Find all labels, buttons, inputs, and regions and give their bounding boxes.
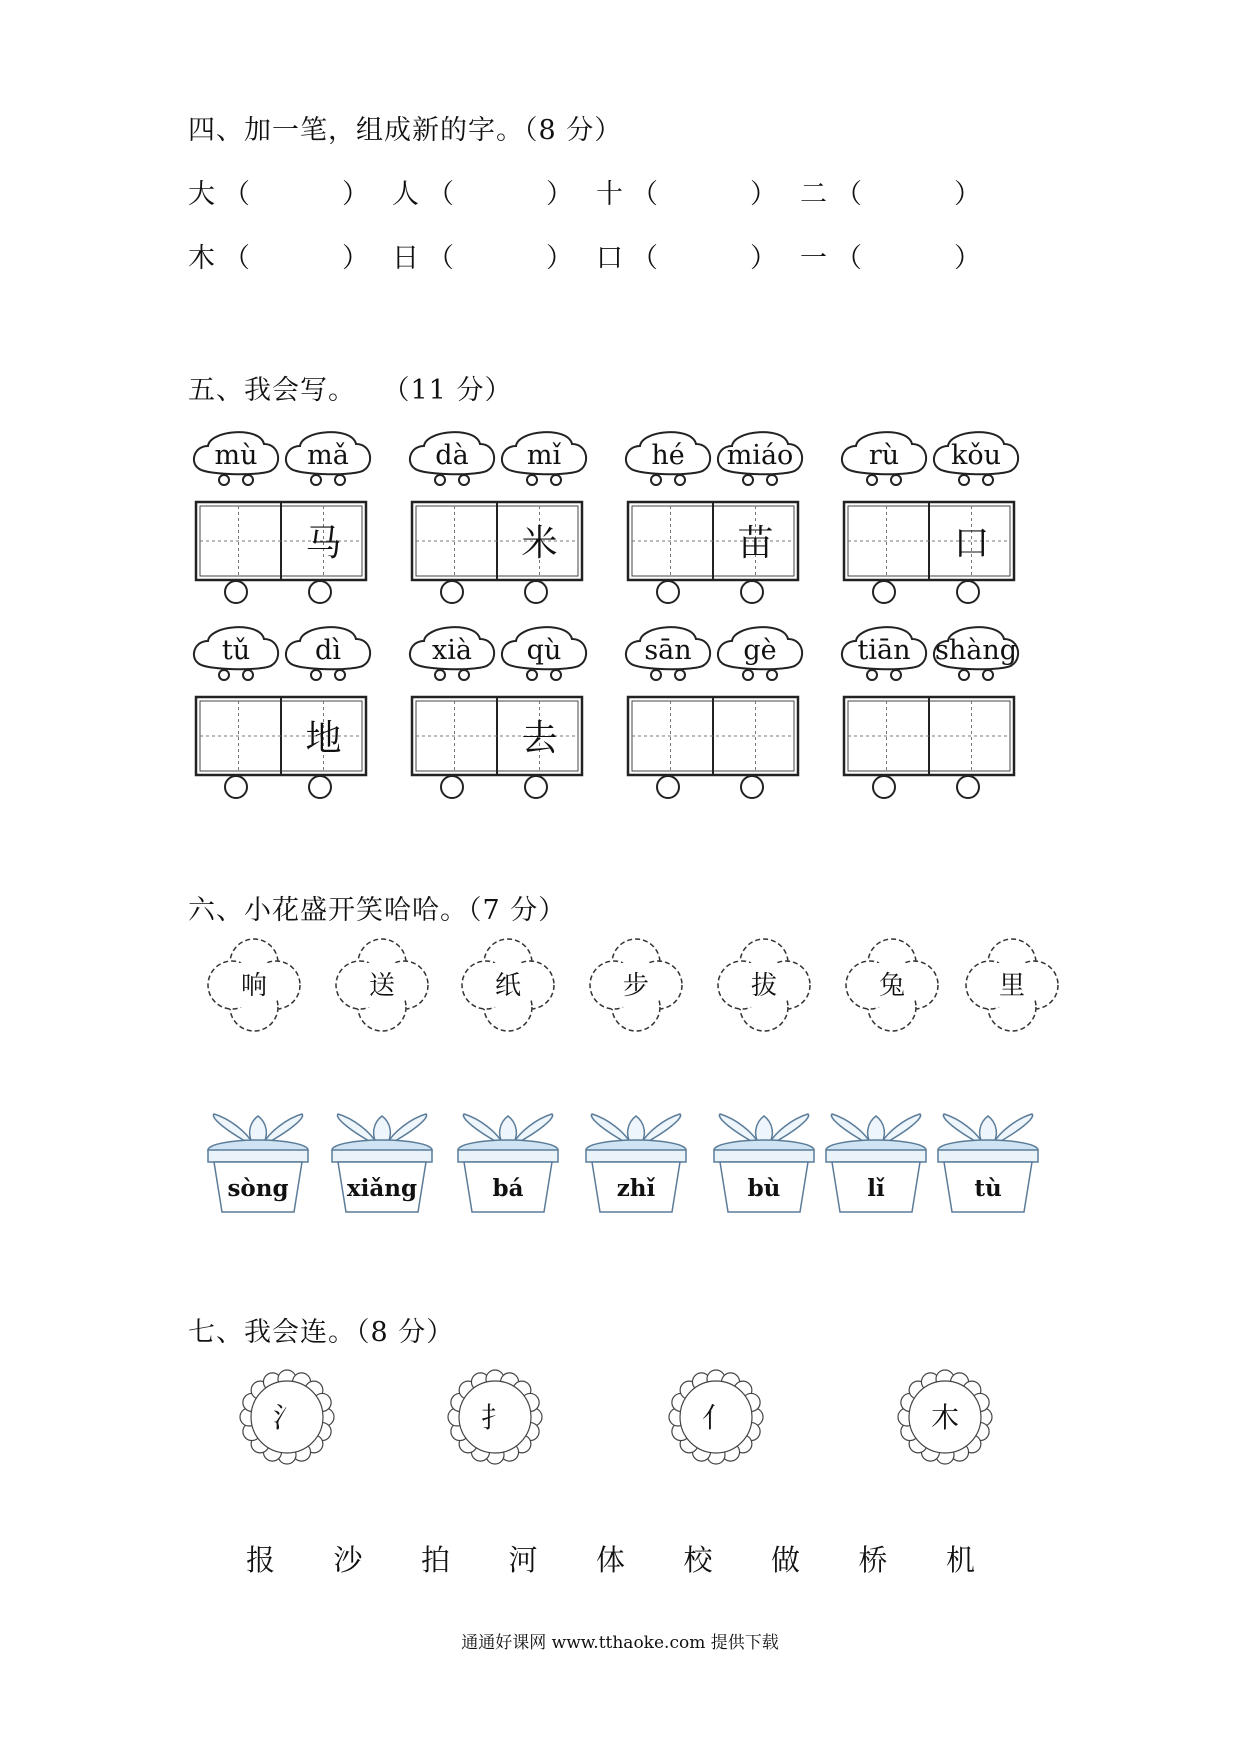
base-char: 口	[596, 243, 623, 274]
train-wheel-icon	[873, 581, 895, 603]
match-character[interactable]: 报	[246, 1543, 276, 1577]
answer-close-paren: ）	[546, 243, 573, 274]
flower-character: 里	[998, 971, 1026, 1001]
flower-icon	[453, 935, 563, 1035]
given-character: 米	[521, 523, 558, 564]
answer-close-paren: ）	[954, 179, 981, 210]
answer-close-paren: ）	[342, 179, 369, 210]
pot-pinyin: bù	[747, 1175, 781, 1202]
cloud-icon	[502, 627, 586, 680]
answer-close-paren: ）	[750, 243, 777, 274]
add-stroke-item	[188, 172, 369, 211]
flower-character: 响	[240, 971, 268, 1001]
cloud-icon	[626, 627, 710, 680]
flower-character: 送	[368, 971, 396, 1001]
given-character: 去	[521, 718, 558, 759]
flower-character: 步	[622, 971, 650, 1001]
section5-title: 五、我会写。	[188, 375, 356, 406]
cloud-wheel-icon	[459, 475, 469, 485]
train-wheel-icon	[657, 581, 679, 603]
given-character: 苗	[737, 523, 774, 564]
train-wheel-icon	[957, 581, 979, 603]
train-wheel-icon	[441, 776, 463, 798]
add-stroke-item	[596, 236, 777, 275]
cloud-icon	[194, 627, 278, 680]
pinyin-label: rù	[868, 440, 900, 471]
section4-heading: 四、加一笔，组成新的字。（8 分）	[188, 115, 623, 146]
given-character: 地	[305, 718, 342, 759]
flower-pot-icon[interactable]	[709, 1112, 819, 1216]
pinyin-label: shàng	[934, 635, 1018, 666]
cloud-icon	[934, 432, 1018, 485]
cloud-wheel-icon	[311, 475, 321, 485]
pinyin-label: qù	[526, 635, 562, 666]
cloud-wheel-icon	[243, 670, 253, 680]
answer-open-paren: （	[835, 243, 862, 274]
section5-heading	[188, 368, 512, 407]
add-stroke-item	[392, 236, 573, 275]
train-wheel-icon	[525, 581, 547, 603]
train-wheel-icon	[225, 581, 247, 603]
add-stroke-item	[596, 172, 777, 211]
word-train-car	[412, 420, 582, 610]
train-wheel-icon	[309, 581, 331, 603]
flower-pot-icon[interactable]	[933, 1112, 1043, 1216]
flower-icon	[957, 935, 1067, 1035]
pinyin-label: xià	[432, 635, 472, 666]
match-character[interactable]: 做	[771, 1543, 801, 1577]
base-char: 木	[188, 243, 215, 274]
cloud-wheel-icon	[867, 670, 877, 680]
pinyin-label: sān	[644, 635, 692, 666]
add-stroke-item	[392, 172, 573, 211]
cloud-wheel-icon	[219, 475, 229, 485]
pinyin-label: dà	[435, 440, 469, 471]
cloud-wheel-icon	[219, 670, 229, 680]
pot-pinyin: bá	[492, 1175, 524, 1202]
given-character: 马	[305, 523, 342, 564]
radical-sun-icon[interactable]	[666, 1367, 766, 1467]
cloud-wheel-icon	[551, 670, 561, 680]
pinyin-label: miáo	[726, 440, 794, 471]
cloud-wheel-icon	[743, 670, 753, 680]
flower-pot-icon[interactable]	[453, 1112, 563, 1216]
pinyin-label: mǎ	[307, 440, 349, 471]
base-char: 一	[800, 243, 827, 274]
flower-character: 纸	[494, 971, 522, 1001]
flower-icon	[581, 935, 691, 1035]
cloud-wheel-icon	[335, 670, 345, 680]
train-wheel-icon	[873, 776, 895, 798]
train-wheel-icon	[225, 776, 247, 798]
cloud-wheel-icon	[335, 475, 345, 485]
match-character[interactable]: 机	[946, 1543, 976, 1577]
pinyin-label: tiān	[857, 635, 911, 666]
base-char: 二	[800, 179, 827, 210]
cloud-wheel-icon	[983, 670, 993, 680]
answer-open-paren: （	[835, 179, 862, 210]
cloud-wheel-icon	[891, 670, 901, 680]
cloud-wheel-icon	[675, 475, 685, 485]
radical-character: 木	[930, 1401, 960, 1434]
train-wheel-icon	[525, 776, 547, 798]
cloud-wheel-icon	[651, 475, 661, 485]
cloud-wheel-icon	[551, 475, 561, 485]
train-wheel-icon	[957, 776, 979, 798]
answer-open-paren: （	[631, 179, 658, 210]
cloud-icon	[842, 432, 926, 485]
cloud-wheel-icon	[651, 670, 661, 680]
flower-pot-icon[interactable]	[581, 1112, 691, 1216]
train-wheel-icon	[741, 581, 763, 603]
add-stroke-item	[800, 236, 981, 275]
cloud-icon	[410, 627, 494, 680]
flower-icon	[709, 935, 819, 1035]
answer-open-paren: （	[427, 179, 454, 210]
cloud-icon	[286, 432, 370, 485]
flower-character: 兔	[878, 971, 906, 1001]
word-train-car	[412, 615, 582, 805]
cloud-wheel-icon	[243, 475, 253, 485]
cloud-wheel-icon	[527, 670, 537, 680]
base-char: 人	[392, 179, 419, 210]
word-train-car	[844, 615, 1018, 805]
cloud-icon	[718, 432, 802, 485]
pot-pinyin: tù	[974, 1175, 1002, 1202]
pinyin-label: mǐ	[526, 440, 562, 471]
cloud-wheel-icon	[959, 670, 969, 680]
cloud-wheel-icon	[867, 475, 877, 485]
section6-heading: 六、小花盛开笑哈哈。（7 分）	[188, 895, 567, 926]
section5-score: （11 分）	[396, 375, 513, 406]
word-train-car	[196, 420, 366, 610]
cloud-wheel-icon	[675, 670, 685, 680]
pinyin-label: tǔ	[221, 635, 251, 666]
answer-close-paren: ）	[546, 179, 573, 210]
match-character[interactable]: 桥	[858, 1543, 888, 1577]
match-character[interactable]: 体	[596, 1543, 626, 1577]
train-wheel-icon	[309, 776, 331, 798]
cloud-icon	[718, 627, 802, 680]
radical-sun-icon[interactable]	[895, 1367, 995, 1467]
word-train-car	[628, 615, 798, 805]
train-wheel-icon	[741, 776, 763, 798]
cloud-wheel-icon	[459, 670, 469, 680]
pinyin-label: mù	[214, 440, 258, 471]
answer-open-paren: （	[427, 243, 454, 274]
answer-open-paren: （	[223, 179, 250, 210]
answer-close-paren: ）	[750, 179, 777, 210]
base-char: 十	[596, 179, 623, 210]
word-train-car	[628, 420, 798, 610]
flower-character: 拔	[750, 971, 778, 1001]
add-stroke-item	[800, 172, 981, 211]
flower-icon	[199, 935, 309, 1035]
cloud-icon	[934, 627, 1018, 680]
train-wheel-icon	[441, 581, 463, 603]
flower-pot-icon[interactable]	[327, 1112, 437, 1216]
pinyin-label: gè	[743, 635, 777, 666]
pot-pinyin: sòng	[227, 1175, 289, 1202]
cloud-icon	[502, 432, 586, 485]
cloud-wheel-icon	[527, 475, 537, 485]
cloud-wheel-icon	[311, 670, 321, 680]
cloud-wheel-icon	[959, 475, 969, 485]
cloud-icon	[410, 432, 494, 485]
match-character[interactable]: 校	[683, 1543, 713, 1577]
cloud-wheel-icon	[743, 475, 753, 485]
word-train-car	[196, 615, 366, 805]
flower-pot-icon[interactable]	[203, 1112, 313, 1216]
cloud-wheel-icon	[891, 475, 901, 485]
add-stroke-item	[188, 236, 369, 275]
answer-open-paren: （	[631, 243, 658, 274]
cloud-wheel-icon	[435, 670, 445, 680]
radical-sun-icon[interactable]	[445, 1367, 545, 1467]
cloud-icon	[626, 432, 710, 485]
flower-icon	[837, 935, 947, 1035]
radical-character: 氵	[272, 1401, 302, 1434]
cloud-icon	[286, 627, 370, 680]
match-character[interactable]: 沙	[333, 1543, 363, 1577]
answer-open-paren: （	[223, 243, 250, 274]
radical-character: 亻	[701, 1401, 731, 1434]
cloud-icon	[194, 432, 278, 485]
given-character: 口	[953, 523, 990, 564]
cloud-wheel-icon	[435, 475, 445, 485]
pinyin-label: kǒu	[950, 440, 1002, 471]
cloud-wheel-icon	[983, 475, 993, 485]
word-train-car	[844, 420, 1014, 610]
base-char: 日	[392, 243, 419, 274]
flower-icon	[327, 935, 437, 1035]
pinyin-label: hé	[651, 440, 685, 471]
flower-pot-icon[interactable]	[821, 1112, 931, 1216]
cloud-icon	[842, 627, 926, 680]
base-char: 大	[188, 179, 215, 210]
pinyin-label: dì	[315, 635, 341, 666]
answer-close-paren: ）	[342, 243, 369, 274]
pot-pinyin: zhǐ	[616, 1175, 656, 1202]
cloud-wheel-icon	[767, 670, 777, 680]
pot-pinyin: lǐ	[867, 1175, 885, 1202]
pot-pinyin: xiǎng	[346, 1175, 418, 1202]
section7-heading: 七、我会连。（8 分）	[188, 1317, 455, 1348]
train-wheel-icon	[657, 776, 679, 798]
match-character[interactable]: 河	[508, 1543, 538, 1577]
cloud-wheel-icon	[767, 475, 777, 485]
radical-character: 扌	[480, 1401, 510, 1434]
radical-sun-icon[interactable]	[237, 1367, 337, 1467]
page-footer: 通通好课网 www.tthaoke.com 提供下载	[461, 1633, 779, 1653]
answer-close-paren: ）	[954, 243, 981, 274]
match-character[interactable]: 拍	[421, 1543, 451, 1577]
